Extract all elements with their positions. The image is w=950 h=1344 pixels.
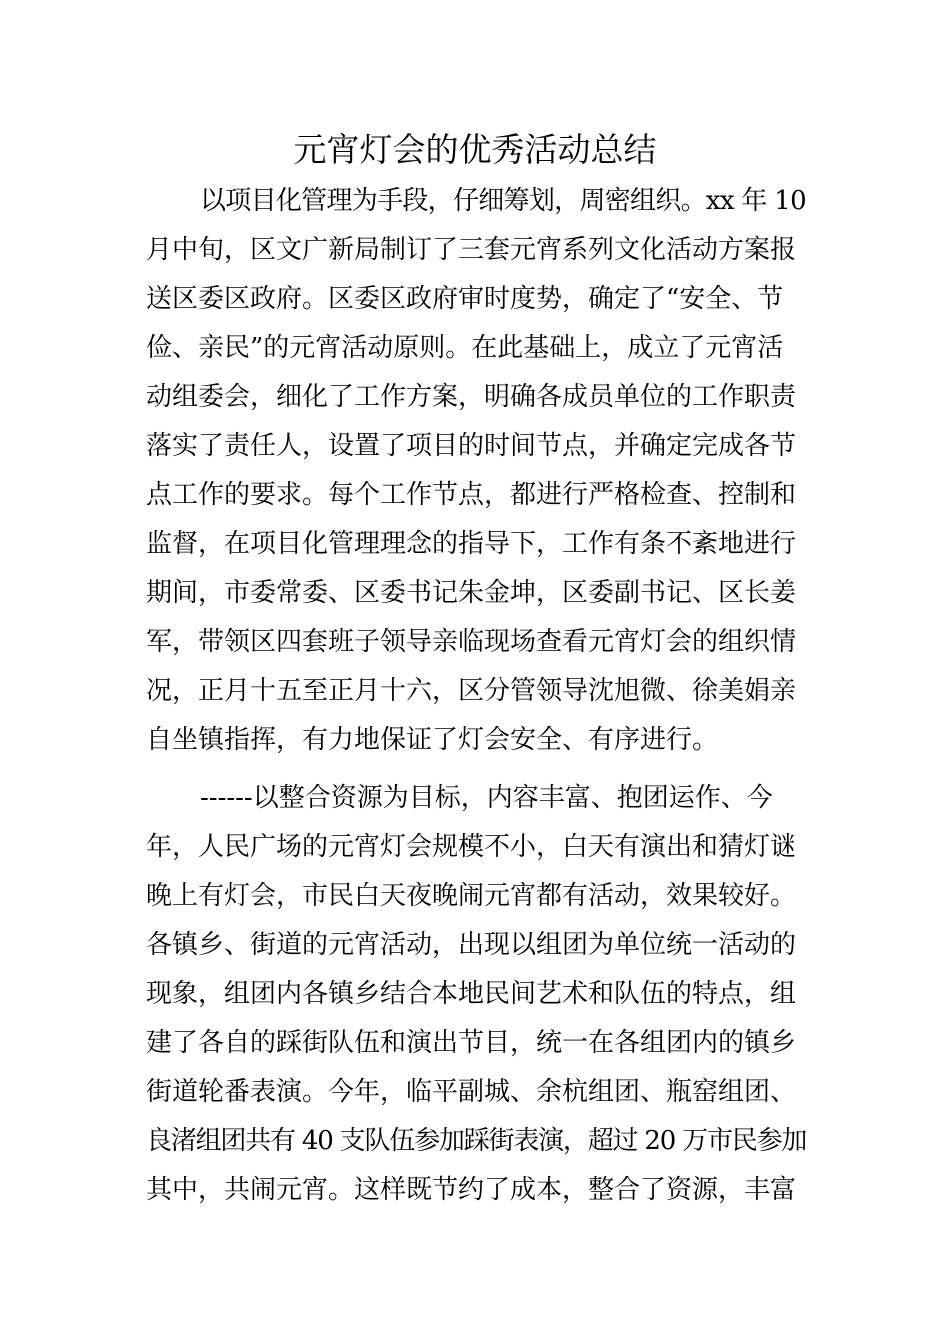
paragraph-1-line-6: 落实了责任人，设置了项目的时间节点，并确定完成各节 [146, 431, 797, 461]
paragraph-1-line-7: 点工作的要求。每个工作节点，都进行严格检查、控制和 [146, 480, 797, 510]
paragraph-1-line-9: 期间，市委常委、区委书记朱金坤，区委副书记、区长姜 [146, 578, 797, 608]
paragraph-1-line-3: 送区委区政府。区委区政府审时度势，确定了“安全、节 [146, 284, 784, 314]
paragraph-1-line-12: 自坐镇指挥，有力地保证了灯会安全、有序进行。 [146, 725, 719, 755]
paragraph-1-line-4: 俭、亲民”的元宵活动原则。在此基础上，成立了元宵活 [146, 333, 784, 363]
paragraph-1-line-10: 军，带领区四套班子领导亲临现场查看元宵灯会的组织情 [146, 627, 797, 657]
paragraph-2-line-2: 年，人民广场的元宵灯会规模不小，白天有演出和猜灯谜 [146, 832, 797, 862]
paragraph-2-line-3: 晚上有灯会，市民白天夜晚闹元宵都有活动，效果较好。 [146, 881, 797, 911]
paragraph-1-line-5: 动组委会，细化了工作方案，明确各成员单位的工作职责 [146, 382, 797, 412]
paragraph-2-line-1: ------以整合资源为目标，内容丰富、抱团运作、今 [200, 783, 773, 813]
document-title: 元宵灯会的优秀活动总结 [293, 130, 657, 169]
paragraph-1-line-11: 况，正月十五至正月十六，区分管领导沈旭微、徐美娟亲 [146, 676, 797, 706]
paragraph-1-line-2: 月中旬，区文广新局制订了三套元宵系列文化活动方案报 [146, 235, 797, 265]
paragraph-2-line-7: 街道轮番表演。今年，临平副城、余杭组团、瓶窑组团、 [146, 1077, 797, 1107]
paragraph-2-line-8: 良渚组团共有 40 支队伍参加踩街表演，超过 20 万市民参加 [146, 1126, 807, 1156]
paragraph-2-line-9: 其中，共闹元宵。这样既节约了成本，整合了资源，丰富 [146, 1175, 797, 1205]
paragraph-1-line-8: 监督，在项目化管理理念的指导下，工作有条不紊地进行 [146, 529, 797, 559]
paragraph-2-line-4: 各镇乡、街道的元宵活动，出现以组团为单位统一活动的 [146, 930, 797, 960]
paragraph-1-line-1: 以项目化管理为手段，仔细筹划，周密组织。xx 年 10 [200, 186, 806, 216]
paragraph-2-line-6: 建了各自的踩街队伍和演出节目，统一在各组团内的镇乡 [146, 1028, 797, 1058]
paragraph-2-line-5: 现象，组团内各镇乡结合本地民间艺术和队伍的特点，组 [146, 979, 797, 1009]
